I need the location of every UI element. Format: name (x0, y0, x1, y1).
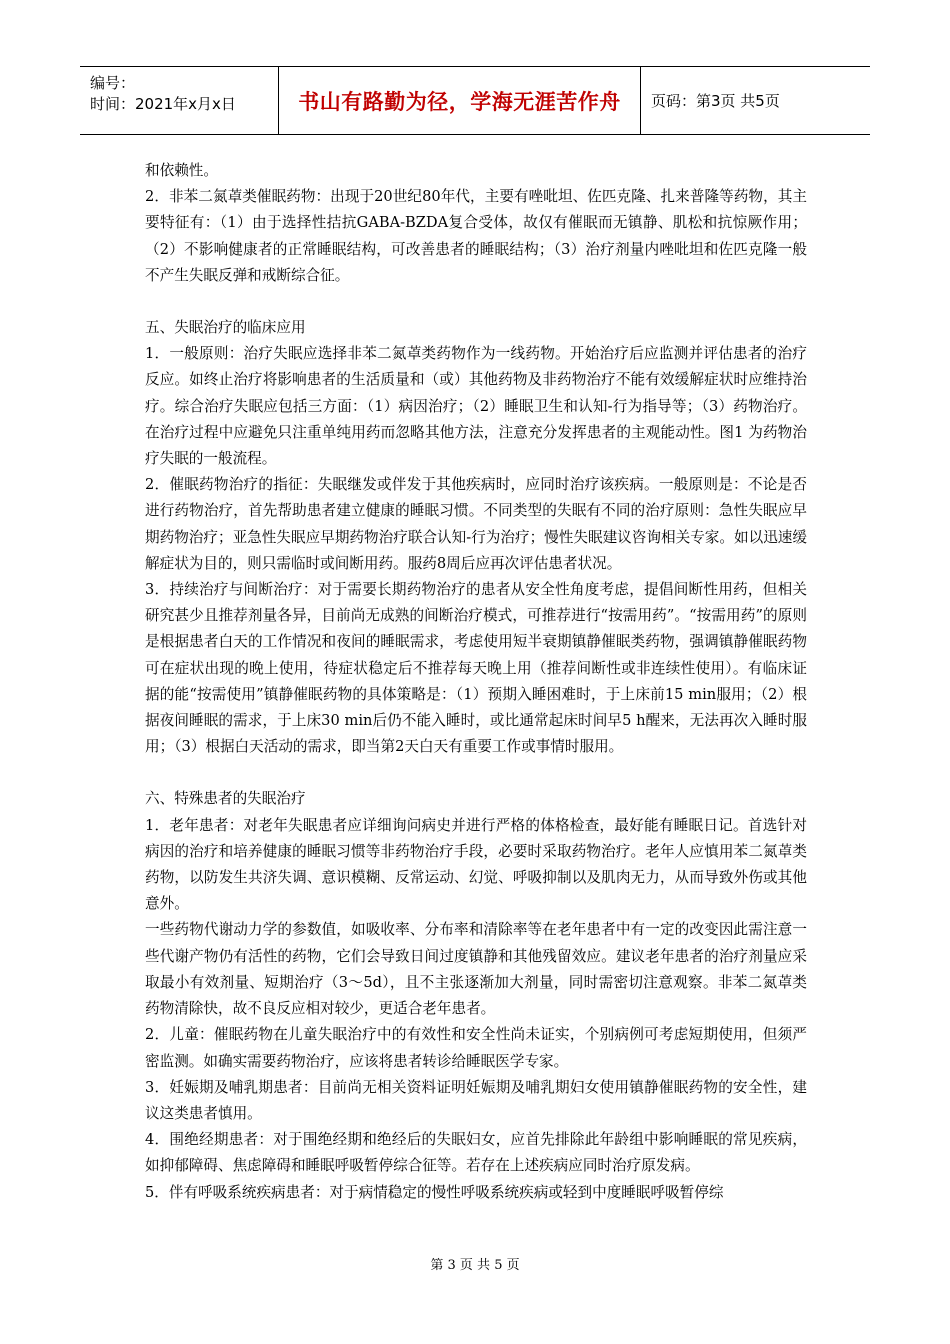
paragraph: 一些药物代谢动力学的参数值，如吸收率、分布率和清除率等在老年患者中有一定的改变因此需注意一些代谢产物仍有活性的药物，它们会导致日间过度镇静和其他残留效应。建议老年患者的治疗剂量应采取最小有效剂量、短期治疗（3～5d），且不主张逐渐加大剂量，同时需密切注意观察。非苯二氮䓬类药物清除快，故不良反应相对较少，更适合老年患者。 (145, 921, 807, 1018)
section-heading: 五、失眠治疗的临床应用 (145, 319, 306, 337)
paragraph: 5．伴有呼吸系统疾病患者：对于病情稳定的慢性呼吸系统疾病或轻到中度睡眠呼吸暂停综 (145, 1183, 724, 1201)
document-number: 编号： (90, 74, 136, 92)
paragraph: 3．妊娠期及哺乳期患者：目前尚无相关资料证明妊娠期及哺乳期妇女使用镇静催眠药物的安全性，建议这类患者慎用。 (145, 1078, 807, 1122)
blank-line (145, 289, 807, 315)
section-heading: 六、特殊患者的失眠治疗 (145, 790, 306, 808)
paragraph: 2．催眠药物治疗的指征：失眠继发或伴发于其他疾病时，应同时治疗该疾病。一般原则是：不论是否进行药物治疗，首先帮助患者建立健康的睡眠习惯。不同类型的失眠有不同的治疗原则：急性失眠应早期药物治疗；亚急性失眠应早期药物治疗联合认知-行为治疗；慢性失眠建议咨询相关专家。如以迅速缓解症状为目的，则只需临时或间断用药。服药8周后应再次评估患者状况。 (145, 476, 807, 572)
paragraph: 3．持续治疗与间断治疗：对于需要长期药物治疗的患者从安全性角度考虑，提倡间断性用药，但相关研究甚少且推荐剂量各异，目前尚无成熟的间断治疗模式，可推荐进行“按需用药”。“按需用药”的原则是根据患者白天的工作情况和夜间的睡眠需求，考虑使用短半衰期镇静催眠类药物，强调镇静催眠药物可在症状出现的晚上使用，待症状稳定后不推荐每天晚上用（推荐间断性或非连续性使用）。有临床证据的能“按需使用”镇静催眠药物的具体策略是：（1）预期入睡困难时，于上床前15 min服用；（2）根据夜间睡眠的需求，于上床30 min后仍不能入睡时，或比通常起床时间早5 h醒来，无法再次入睡时服用；（3）根据白天活动的需求，即当第2天白天有重要工作或事情时服用。 (145, 581, 807, 756)
paragraph: 2．儿童：催眠药物在儿童失眠治疗中的有效性和安全性尚未证实，个别病例可考虑短期使用，但须严密监测。如确实需要药物治疗，应该将患者转诊给睡眠医学专家。 (145, 1026, 807, 1070)
header-motto: 书山有路勤为径，学海无涯苦作舟 (298, 89, 621, 114)
header-page-cell (641, 67, 870, 134)
header-motto-cell (279, 67, 641, 134)
paragraph: 和依赖性。 (145, 162, 218, 179)
document-time: 时间：2021年x月x日 (90, 95, 236, 113)
blank-line (145, 760, 807, 786)
paragraph: 2．非苯二氮䓬类催眠药物：出现于20世纪80年代，主要有唑吡坦、佐匹克隆、扎来普隆等药物，其主要特征有：（1）由于选择性拮抗GABA-BZDA复合受体，故仅有催眠而无镇静、肌松和抗惊厥作用；（2）不影响健康者的正常睡眠结构，可改善患者的睡眠结构；（3）治疗剂量内唑吡坦和佐匹克隆一般不产生失眠反弹和戒断综合征。 (145, 188, 807, 284)
paragraph: 4．围绝经期患者：对于围绝经期和绝经后的失眠妇女，应首先排除此年龄组中影响睡眠的常见疾病，如抑郁障碍、焦虑障碍和睡眠呼吸暂停综合征等。若存在上述疾病应同时治疗原发病。 (145, 1131, 807, 1175)
page-header (80, 66, 870, 135)
paragraph: 1．一般原则：治疗失眠应选择非苯二氮䓬类药物作为一线药物。开始治疗后应监测并评估患者的治疗反应。如终止治疗将影响患者的生活质量和（或）其他药物及非药物治疗不能有效缓解症状时应维持治疗。综合治疗失眠应包括三方面：（1）病因治疗；（2）睡眠卫生和认知-行为指导等；（3）药物治疗。在治疗过程中应避免只注重单纯用药而忽略其他方法，注意充分发挥患者的主观能动性。图1 为药物治疗失眠的一般流程。 (145, 345, 807, 468)
paragraph: 1．老年患者：对老年失眠患者应详细询问病史并进行严格的体格检查，最好能有睡眠日记。首选针对病因的治疗和培养健康的睡眠习惯等非药物治疗手段，必要时采取药物治疗。老年人应慎用苯二氮䓬类药物，以防发生共济失调、意识模糊、反常运动、幻觉、呼吸抑制以及肌肉无力，从而导致外伤或其他意外。 (145, 816, 807, 913)
document-body (145, 158, 807, 1206)
header-page-number: 页码：第3页 共5页 (651, 92, 780, 110)
page-footer: 第 3 页 共 5 页 (430, 1258, 520, 1273)
header-meta (80, 67, 279, 134)
